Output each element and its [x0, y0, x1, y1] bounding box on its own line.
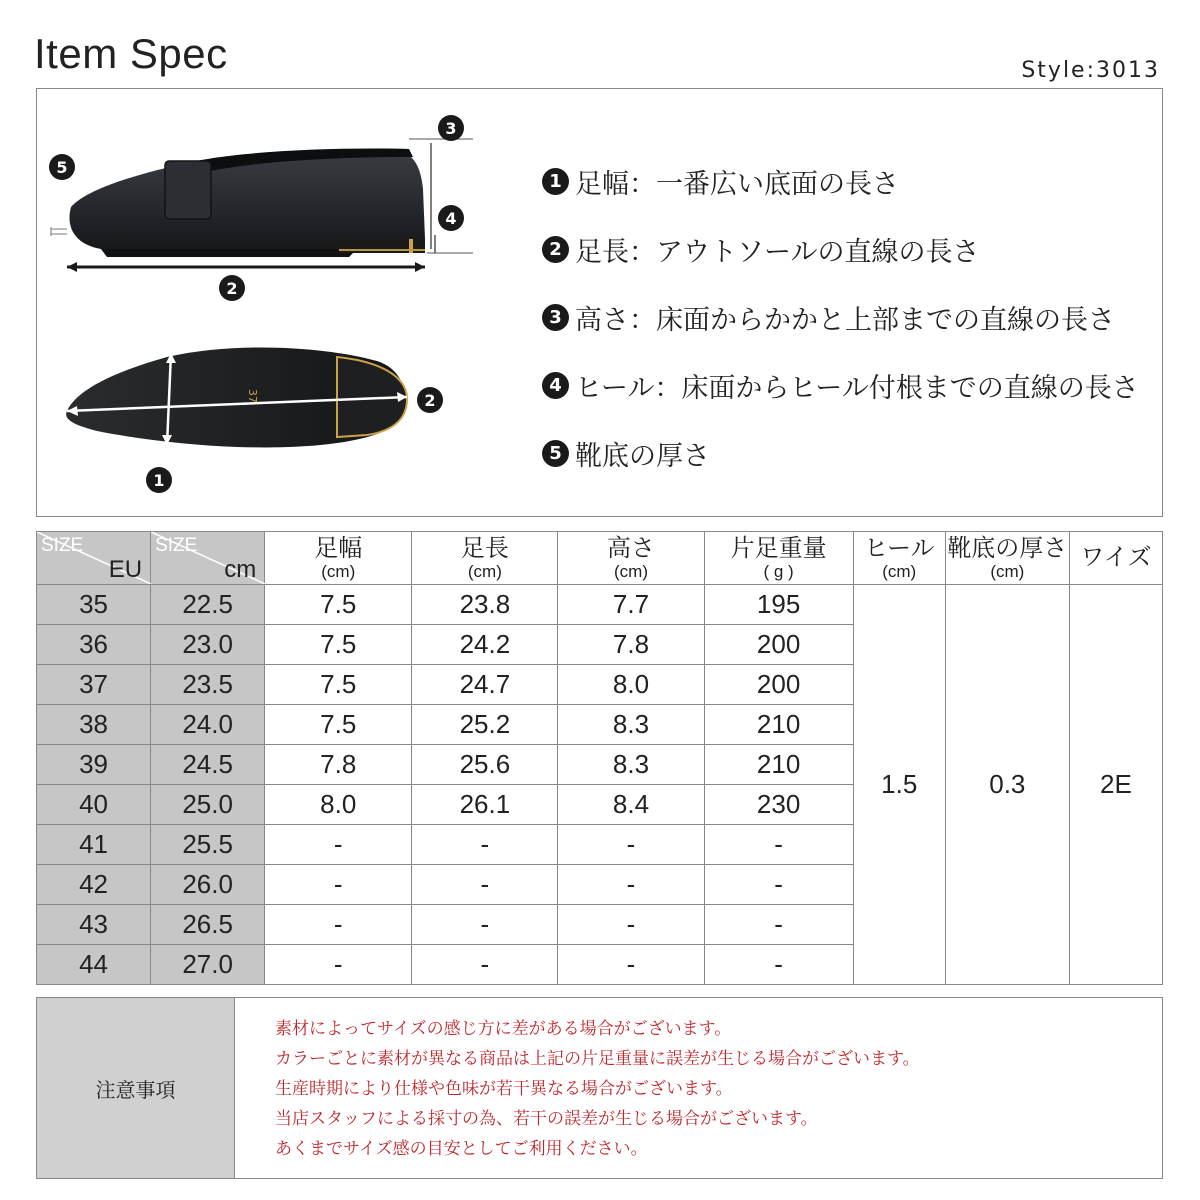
length-cell: 26.1 — [412, 785, 558, 825]
length-cell: 24.7 — [412, 665, 558, 705]
size-cm-cell: 26.0 — [151, 865, 265, 905]
height-cell: 7.7 — [558, 585, 704, 625]
notes-body — [235, 998, 920, 1178]
legend-number: 4 — [542, 372, 569, 399]
size-eu-header-bottom: EU — [108, 556, 143, 583]
size-cm-cell: 27.0 — [151, 945, 265, 985]
heel-value: 1.5 — [853, 585, 945, 985]
size-cm-cell: 24.0 — [151, 705, 265, 745]
legend-number: 1 — [542, 168, 569, 195]
weight-cell: 210 — [704, 745, 853, 785]
measurement-legend — [542, 147, 1139, 487]
legend-item — [542, 419, 1139, 487]
weight-cell: 230 — [704, 785, 853, 825]
badge-3: 3 — [438, 115, 464, 141]
notes-panel — [36, 997, 1163, 1179]
size-cm-cell: 22.5 — [151, 585, 265, 625]
size-eu-cell: 42 — [37, 865, 151, 905]
width-cell: - — [265, 825, 412, 865]
length-cell: - — [412, 945, 558, 985]
spec-diagram-panel — [36, 88, 1163, 517]
legend-number: 2 — [542, 236, 569, 263]
width-cell: - — [265, 905, 412, 945]
length-cell: 25.6 — [412, 745, 558, 785]
width-cell: - — [265, 945, 412, 985]
style-code: Style:3013 — [1021, 58, 1160, 83]
size-cm-header-bottom: cm — [224, 556, 257, 583]
badge-1: 1 — [146, 467, 172, 493]
width-cell: 7.5 — [265, 585, 412, 625]
length-cell: 25.2 — [412, 705, 558, 745]
shoe-sole-view — [66, 347, 407, 447]
badge-2-sole: 2 — [417, 387, 443, 413]
weight-cell: - — [704, 945, 853, 985]
wise-header: ワイズ — [1069, 532, 1162, 585]
legend-number: 3 — [542, 304, 569, 331]
weight-cell: - — [704, 905, 853, 945]
width-cell: 7.5 — [265, 665, 412, 705]
table-header-row — [37, 532, 1163, 585]
width-cell: 7.5 — [265, 625, 412, 665]
legend-item — [542, 351, 1139, 419]
note-line: あくまでサイズ感の目安としてご利用ください。 — [275, 1139, 648, 1159]
legend-text: 足長：アウトソールの直線の長さ — [575, 236, 980, 268]
size-eu-cell: 35 — [37, 585, 151, 625]
height-header: 高さ (cm) — [558, 532, 704, 585]
badge-2: 2 — [219, 275, 245, 301]
shoe-diagram — [37, 89, 537, 516]
height-cell: 8.0 — [558, 665, 704, 705]
length-cell: - — [412, 905, 558, 945]
legend-text: 高さ：床面からかかと上部までの直線の長さ — [575, 304, 1115, 336]
weight-cell: - — [704, 825, 853, 865]
size-eu-cell: 39 — [37, 745, 151, 785]
legend-item — [542, 147, 1139, 215]
weight-cell: 200 — [704, 625, 853, 665]
size-table — [36, 531, 1163, 985]
size-eu-header — [37, 532, 151, 585]
weight-cell: 210 — [704, 705, 853, 745]
shoe-side-view — [69, 149, 425, 257]
size-cm-header-top: SIZE — [155, 535, 198, 556]
legend-text: 靴底の厚さ — [575, 440, 710, 472]
note-line: 生産時期により仕様や色味が若干異なる場合がございます。 — [275, 1079, 733, 1099]
size-cm-cell: 26.5 — [151, 905, 265, 945]
note-line: 当店スタッフによる採寸の為、若干の誤差が生じる場合がございます。 — [275, 1109, 818, 1129]
size-cm-cell: 23.5 — [151, 665, 265, 705]
legend-text: ヒール：床面からヒール付根までの直線の長さ — [575, 372, 1139, 404]
weight-header: 片足重量 ( g ) — [704, 532, 853, 585]
weight-cell: - — [704, 865, 853, 905]
height-cell: - — [558, 825, 704, 865]
width-cell: 8.0 — [265, 785, 412, 825]
note-line: カラーごとに素材が異なる商品は上記の片足重量に誤差が生じる場合がございます。 — [275, 1049, 920, 1069]
legend-item — [542, 283, 1139, 351]
height-cell: 8.3 — [558, 705, 704, 745]
height-cell: - — [558, 905, 704, 945]
size-eu-cell: 44 — [37, 945, 151, 985]
page-title: Item Spec — [34, 30, 228, 77]
length-cell: 24.2 — [412, 625, 558, 665]
notes-label: 注意事項 — [37, 998, 235, 1178]
size-eu-cell: 43 — [37, 905, 151, 945]
width-header: 足幅 (cm) — [265, 532, 412, 585]
length-cell: - — [412, 865, 558, 905]
length-cell: 23.8 — [412, 585, 558, 625]
size-eu-cell: 37 — [37, 665, 151, 705]
heel-header: ヒール (cm) — [853, 532, 945, 585]
size-eu-cell: 36 — [37, 625, 151, 665]
badge-4: 4 — [438, 205, 464, 231]
legend-item — [542, 215, 1139, 283]
height-cell: - — [558, 945, 704, 985]
sole-thickness-header: 靴底の厚さ (cm) — [945, 532, 1069, 585]
height-cell: 7.8 — [558, 625, 704, 665]
length-cell: - — [412, 825, 558, 865]
weight-cell: 200 — [704, 665, 853, 705]
size-eu-cell: 41 — [37, 825, 151, 865]
height-cell: - — [558, 865, 704, 905]
size-cm-cell: 24.5 — [151, 745, 265, 785]
badge-5: 5 — [49, 154, 75, 180]
length-header: 足長 (cm) — [412, 532, 558, 585]
height-cell: 8.4 — [558, 785, 704, 825]
insole-size-mark: 37 — [246, 389, 259, 403]
width-cell: 7.5 — [265, 705, 412, 745]
wise-value: 2E — [1069, 585, 1162, 985]
note-line: 素材によってサイズの感じ方に差がある場合がございます。 — [275, 1019, 732, 1039]
legend-text: 足幅：一番広い底面の長さ — [575, 168, 899, 200]
legend-number: 5 — [542, 440, 569, 467]
weight-cell: 195 — [704, 585, 853, 625]
size-eu-cell: 40 — [37, 785, 151, 825]
size-cm-header — [151, 532, 265, 585]
width-cell: - — [265, 865, 412, 905]
size-eu-cell: 38 — [37, 705, 151, 745]
size-cm-cell: 25.0 — [151, 785, 265, 825]
size-eu-header-top: SIZE — [41, 535, 84, 556]
size-cm-cell: 23.0 — [151, 625, 265, 665]
width-cell: 7.8 — [265, 745, 412, 785]
size-cm-cell: 25.5 — [151, 825, 265, 865]
sole-thickness-value: 0.3 — [945, 585, 1069, 985]
height-cell: 8.3 — [558, 745, 704, 785]
table-row — [37, 585, 1163, 625]
